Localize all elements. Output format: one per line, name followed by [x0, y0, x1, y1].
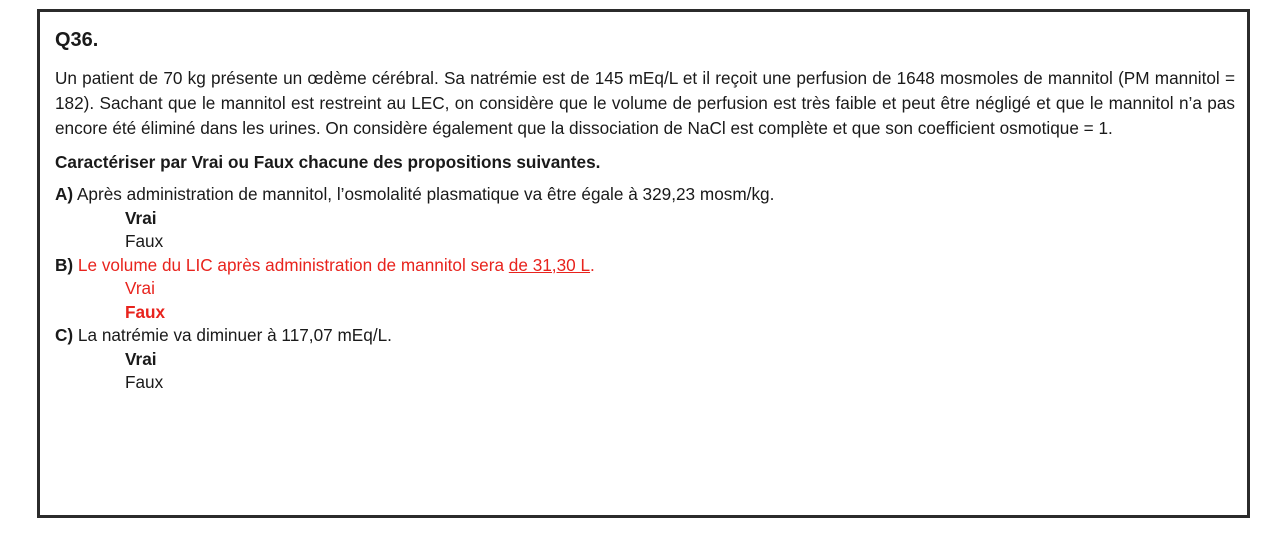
proposition-a-text: Après administration de mannitol, l’osmolalité plasmatique va être égale à 329,23 mosm/kg. [76, 184, 775, 204]
proposition-c [55, 324, 1235, 348]
proposition-b-text-underlined: de 31,30 L [508, 254, 591, 275]
proposition-b-text-before: Le volume du LIC après administration de mannitol sera [77, 254, 509, 275]
proposition-c-text: La natrémie va diminuer à 117,07 mEq/L. [77, 325, 392, 345]
proposition-b-option-faux: Faux [125, 301, 166, 322]
question-instruction: Caractériser par Vrai ou Faux chacune des propositions suivantes. [55, 152, 601, 172]
proposition-c-letter: C) [55, 325, 74, 345]
question-stem: Un patient de 70 kg présente un œdème cérébral. Sa natrémie est de 145 mEq/L et il reçoit une perfusion de 1648 mosmoles de mannitol (PM mannitol = 182). Sachant que le mannitol est restreint au LEC, on considère que le volume de perfusion est très faible et peut être négligé et que le mannitol n’a pas encore été éliminé dans les urines. On considère également que la dissociation de NaCl est complète et que son coefficient osmotique = 1. [55, 68, 1235, 138]
proposition-b [55, 254, 1235, 278]
proposition-b-option-vrai: Vrai [125, 278, 155, 298]
proposition-a-option-vrai: Vrai [125, 207, 157, 228]
proposition-c-option-vrai: Vrai [125, 348, 157, 369]
proposition-a-letter: A) [55, 184, 74, 204]
question-number: Q36. [55, 29, 99, 51]
proposition-b-letter: B) [55, 254, 74, 275]
proposition-a [55, 183, 1235, 207]
question-box [37, 9, 1250, 518]
proposition-b-text-after: . [590, 254, 595, 275]
proposition-a-option-faux: Faux [125, 231, 164, 251]
proposition-c-option-faux: Faux [125, 372, 164, 392]
